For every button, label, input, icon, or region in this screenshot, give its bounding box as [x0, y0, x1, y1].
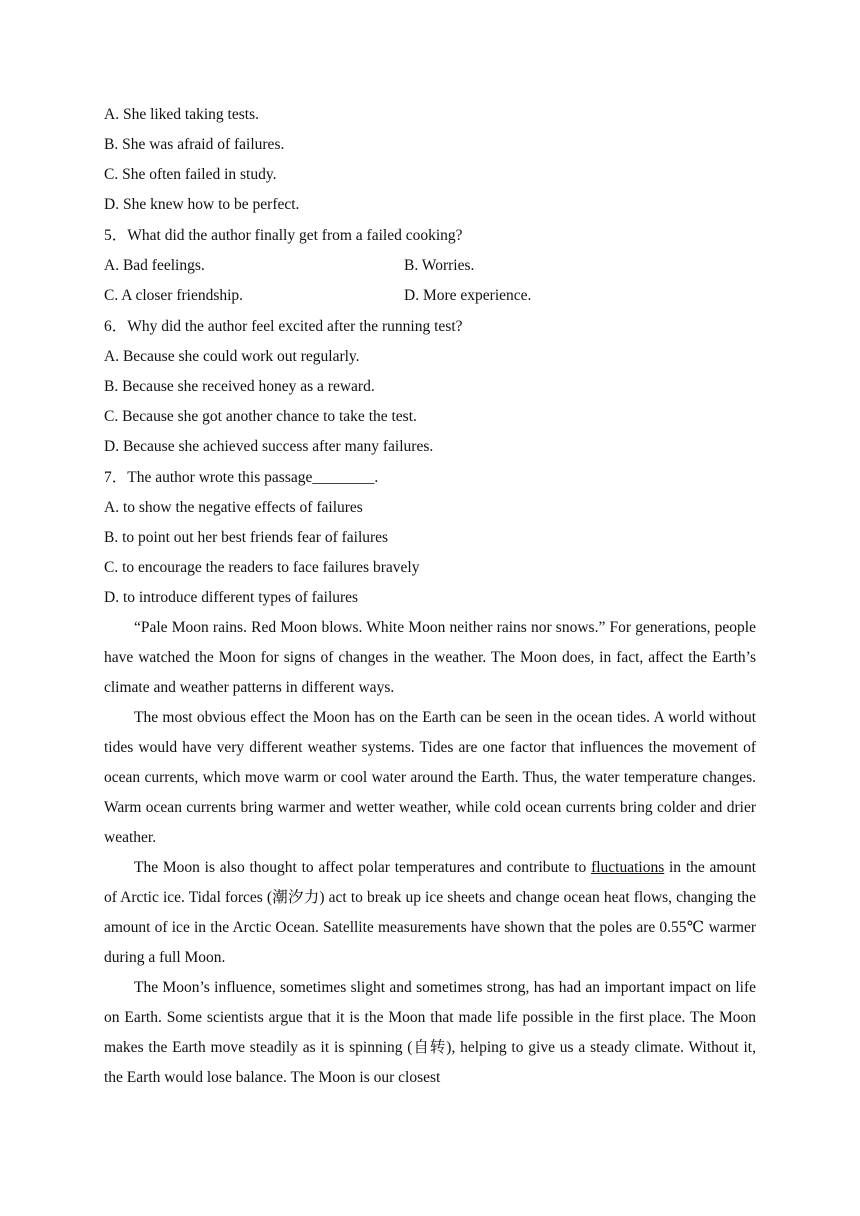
question-5-text: 5．What did the author finally get from a failed cooking? — [104, 227, 463, 244]
option-7b: B. to point out her best friends fear of failures — [104, 529, 389, 546]
passage-paragraph-3-end: in the amount of Arctic ice. Tidal forces (潮汐力) act to break up ice sheets and change ocean heat flows, changing the amount of ice in the Arctic Ocean. Satellite measurements have shown that the poles are 0.55℃ warmer during a full Moon. — [104, 859, 756, 966]
reading-passage — [104, 613, 756, 1093]
option-6c: C. Because she got another chance to take the test. — [104, 408, 417, 425]
passage-paragraph-2: The most obvious effect the Moon has on the Earth can be seen in the ocean tides. A world without tides would have very different weather systems. Tides are one factor that influences the movement of ocean currents, which move warm or cool water around the Earth. Thus, the water temperature changes. Warm ocean currents bring warmer and wetter weather, while cold ocean currents bring colder and drier weather. — [104, 709, 756, 846]
question-7-text: 7．The author wrote this passage________. — [104, 469, 379, 486]
option-4c: C. She often failed in study. — [104, 166, 277, 183]
underlined-word: fluctuations — [591, 859, 665, 876]
question-5-row-2 — [104, 281, 756, 311]
option-5d: D. More experience. — [404, 287, 532, 304]
option-6a: A. Because she could work out regularly. — [104, 348, 360, 365]
passage-paragraph-4: The Moon’s influence, sometimes slight and sometimes strong, has had an important impact on life on Earth. Some scientists argue that it is the Moon that made life possible in the first place. The Moon makes the Earth move steadily as it is spinning (自转), helping to give us a steady climate. Without it, the Earth would lose balance. The Moon is our closest — [104, 979, 756, 1086]
option-4a: A. She liked taking tests. — [104, 106, 259, 123]
option-5a: A. Bad feelings. — [104, 257, 205, 274]
option-5c: C. A closer friendship. — [104, 287, 244, 304]
option-7a: A. to show the negative effects of failures — [104, 499, 363, 516]
question-6-text: 6．Why did the author feel excited after the running test? — [104, 318, 463, 335]
passage-paragraph-1: “Pale Moon rains. Red Moon blows. White Moon neither rains nor snows.” For generations, people have watched the Moon for signs of changes in the weather. The Moon does, in fact, affect the Earth’s climate and weather patterns in different ways. — [104, 619, 756, 696]
option-6d: D. Because she achieved success after many failures. — [104, 438, 434, 455]
document-page — [104, 100, 756, 1093]
question-6 — [104, 311, 756, 462]
option-4b: B. She was afraid of failures. — [104, 136, 285, 153]
question-7 — [104, 462, 756, 613]
question-5 — [104, 220, 756, 311]
option-5b: B. Worries. — [404, 257, 475, 274]
option-4d: D. She knew how to be perfect. — [104, 196, 300, 213]
option-7c: C. to encourage the readers to face failures bravely — [104, 559, 420, 576]
passage-paragraph-3 — [104, 853, 756, 973]
option-7d: D. to introduce different types of failures — [104, 589, 359, 606]
question-4-options — [104, 100, 756, 220]
question-5-row-1 — [104, 251, 756, 281]
passage-paragraph-3-start: The Moon is also thought to affect polar temperatures and contribute to — [134, 859, 592, 876]
option-6b: B. Because she received honey as a reward. — [104, 378, 375, 395]
